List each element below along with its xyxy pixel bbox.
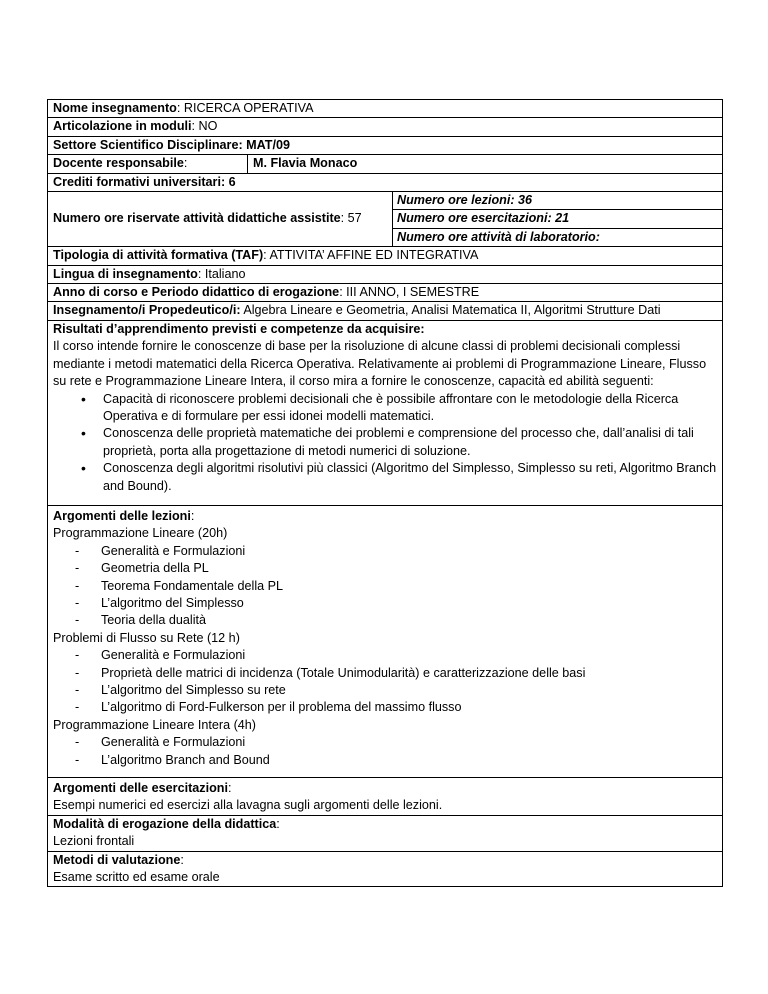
- ore-total-cell: [48, 192, 393, 246]
- risultati-list: [53, 391, 718, 495]
- row-ore: [48, 192, 722, 247]
- sep: :: [183, 156, 188, 171]
- value: : RICERCA OPERATIVA: [176, 101, 314, 115]
- row-docente: [48, 155, 722, 173]
- docente-label-cell: [48, 155, 248, 172]
- list-item: - L’algoritmo di Ford-Fulkerson per il problema del massimo flusso: [101, 699, 718, 716]
- valutazione-heading: [53, 852, 718, 869]
- label: Docente responsabile: [53, 156, 184, 171]
- value: : NO: [191, 119, 218, 134]
- value: : Italiano: [197, 266, 246, 281]
- list-item: - Teoria della dualità: [101, 612, 718, 629]
- list-item: - Proprietà delle matrici di incidenza (Totale Unimodularità) e caratterizzazione delle basi: [101, 665, 718, 682]
- value: : 6: [220, 174, 236, 189]
- colon: :: [190, 508, 195, 523]
- list-item: - Teorema Fondamentale della PL: [101, 578, 718, 595]
- row-nome: [48, 100, 722, 118]
- colon: :: [180, 852, 184, 867]
- row-esercitazioni: [48, 778, 722, 816]
- modalita-value: Lezioni frontali: [53, 834, 135, 849]
- row-anno: [48, 284, 722, 302]
- section-list: [53, 647, 718, 717]
- risultati-intro: Il corso intende fornire le conoscenze di base per la risoluzione di alcune classi di problemi decisionali complessi mediante i metodi matematici della Ricerca Operativa. Relativamente ai problemi di Programmazione Lineare, Flusso su rete e Programmazione Lineare Intera, il corso mira a fornire le conoscenze, capacità ed abilità seguenti:: [53, 339, 707, 389]
- section-list: [53, 543, 718, 630]
- list-item: • Conoscenza delle proprietà matematiche dei problemi e comprensione del processo che, dall’analisi di tali proprietà, porta alla progettazione di metodi numerici di soluzione.: [103, 425, 718, 460]
- course-sheet-table: [47, 99, 723, 887]
- value: : III ANNO, I SEMESTRE: [339, 285, 480, 300]
- value: : ATTIVITA’ AFFINE ED INTEGRATIVA: [263, 248, 479, 263]
- row-moduli: [48, 118, 722, 136]
- value: Algebra Lineare e Geometria, Analisi Matematica II, Algoritmi Strutture Dati: [240, 303, 661, 318]
- list-item: • Capacità di riconoscere problemi decisionali che è possibile affrontare con le metodologie della Ricerca Operativa e di formulare per essi idonei modelli matematici.: [103, 391, 718, 426]
- colon: :: [276, 816, 280, 831]
- label: Numero ore riservate attività didattiche assistite: [53, 211, 341, 226]
- label: Lingua di insegnamento: [53, 266, 198, 281]
- label: Tipologia di attività formativa (TAF): [53, 248, 264, 263]
- list-item: - L’algoritmo del Simplesso su rete: [101, 682, 718, 699]
- row-propedeutici: [48, 302, 722, 320]
- section-title: Programmazione Lineare (20h): [53, 526, 228, 541]
- label: Articolazione in moduli: [53, 119, 192, 134]
- section-title: Programmazione Lineare Intera (4h): [53, 717, 257, 732]
- argomenti-heading: [53, 508, 718, 525]
- modalita-heading: [53, 816, 718, 833]
- label: Modalità di erogazione della didattica: [53, 816, 277, 831]
- value: : 57: [340, 211, 362, 226]
- section-title: Problemi di Flusso su Rete (12 h): [53, 630, 240, 645]
- ore-laboratorio: Numero ore attività di laboratorio:: [397, 229, 600, 244]
- row-crediti: [48, 174, 722, 192]
- section-list: [53, 734, 718, 769]
- row-taf: [48, 247, 722, 265]
- list-item: - L’algoritmo del Simplesso: [101, 595, 718, 612]
- row-ssd: Settore Scientifico Disciplinare: MAT/09: [48, 137, 722, 155]
- valutazione-value: Esame scritto ed esame orale: [53, 870, 220, 885]
- ore-breakdown: [393, 192, 722, 246]
- label: Nome insegnamento: [53, 101, 177, 115]
- list-item: - Geometria della PL: [101, 560, 718, 577]
- docente-value: M. Flavia Monaco: [253, 156, 358, 171]
- row-argomenti: [48, 506, 722, 778]
- risultati-label: Risultati d’apprendimento previsti e competenze da acquisire:: [53, 321, 425, 336]
- row-valutazione: [48, 852, 722, 887]
- list-item: - Generalità e Formulazioni: [101, 647, 718, 664]
- label: Argomenti delle lezioni: [53, 508, 191, 523]
- list-item: • Conoscenza degli algoritmi risolutivi più classici (Algoritmo del Simplesso, Simplesso su reti, Algoritmo Branch and Bound).: [103, 460, 718, 495]
- list-item: - Generalità e Formulazioni: [101, 543, 718, 560]
- label: Insegnamento/i Propedeutico/i:: [53, 303, 241, 318]
- esercitazioni-value: Esempi numerici ed esercizi alla lavagna sugli argomenti delle lezioni.: [53, 798, 443, 813]
- row-lingua: [48, 266, 722, 284]
- label: Anno di corso e Periodo didattico di erogazione: [53, 285, 340, 300]
- label: Metodi di valutazione: [53, 852, 181, 867]
- row-risultati: [48, 321, 722, 506]
- list-item: - Generalità e Formulazioni: [101, 734, 718, 751]
- label: Crediti formativi universitari: [53, 174, 221, 189]
- ore-esercitazioni: Numero ore esercitazioni: 21: [393, 210, 722, 228]
- list-item: - L’algoritmo Branch and Bound: [101, 752, 718, 769]
- ore-lezioni: Numero ore lezioni: 36: [393, 192, 722, 210]
- row-modalita: [48, 816, 722, 852]
- colon: :: [227, 781, 232, 796]
- esercitazioni-heading: [53, 780, 718, 797]
- label: Argomenti delle esercitazioni: [53, 781, 228, 796]
